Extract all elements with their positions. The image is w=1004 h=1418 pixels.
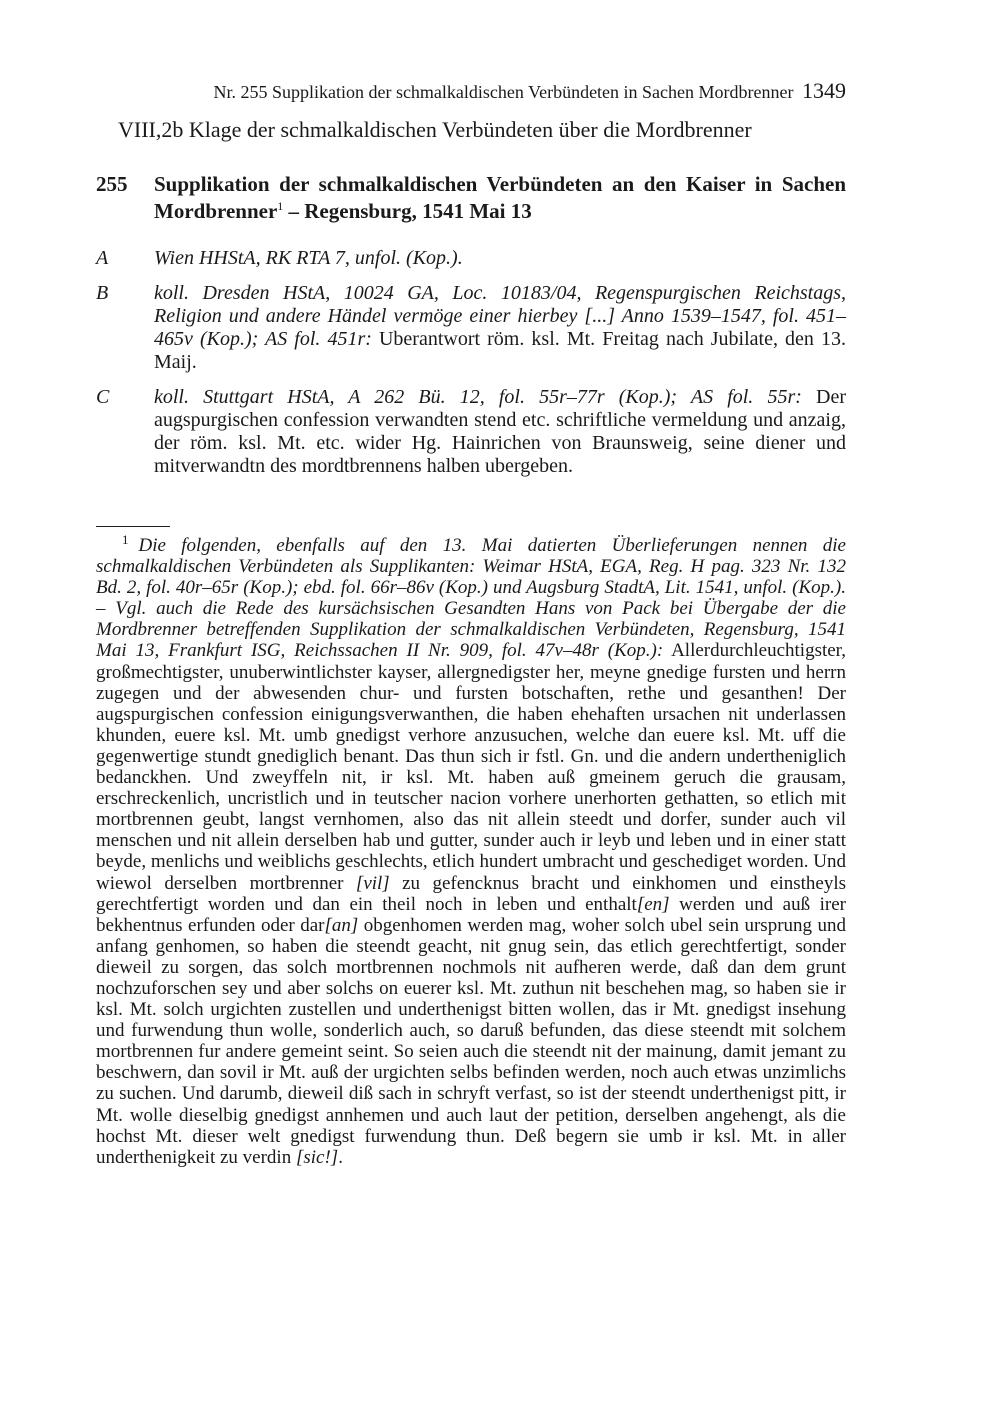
document-title-part1: Supplikation der schmalkaldischen Verbündeten an den Kaiser in Sachen Mordbrenner	[154, 172, 846, 223]
editorial-insertion: [vil]	[355, 872, 390, 894]
running-head	[96, 78, 846, 105]
witness-note: Der augspurgischen confession verwandten stend etc. schriftliche vermeldung und anzaig, der röm. ksl. Mt. etc. wider Hg. Hainrichen von Braunsweig, seine diener und mitverwandtn des mordtbrennens halben ubergeben.	[154, 386, 846, 477]
document-heading	[96, 171, 846, 225]
witness-source: koll. Dresden HStA, 10024 GA, Loc. 10183/04, Regenspurgischen Reichstags, Religion und andere Händel vermöge einer hierbey [...] Anno 1539–1547, fol. 451–465v (Kop.); AS fol. 451r:	[154, 282, 846, 350]
editorial-insertion: [en]	[636, 893, 670, 915]
footnote-quote-3: werden und auß irer bekhentnus erfunden oder dar	[96, 893, 846, 936]
witness-siglum: A	[96, 247, 109, 269]
witness-description	[154, 386, 846, 478]
witness-note: Uberantwort röm. ksl. Mt. Freitag nach Jubilate, den 13. Maij.	[154, 328, 847, 373]
witness-entry	[96, 247, 846, 270]
witness-description	[154, 247, 846, 270]
witness-source: koll. Stuttgart HStA, A 262 Bü. 12, fol. 55r–77r (Kop.); AS fol. 55r:	[154, 386, 802, 408]
editorial-insertion: [sic!]	[295, 1146, 339, 1168]
running-head-text: Nr. 255 Supplikation der schmalkaldischen Verbündeten in Sachen Mordbrenner	[213, 82, 794, 102]
witness-source: Wien HHStA, RK RTA 7, unfol. (Kop.).	[154, 247, 463, 269]
witness-siglum: B	[96, 282, 109, 304]
page	[96, 78, 846, 1168]
footnote-rule	[96, 526, 170, 527]
document-title	[154, 171, 846, 225]
witness-description	[154, 282, 846, 374]
footnote-reference[interactable]: 1	[277, 199, 284, 213]
footnote-quote-5: .	[338, 1146, 343, 1168]
editorial-insertion: [an]	[324, 914, 359, 936]
footnote	[96, 531, 847, 1168]
document-number: 255	[96, 172, 128, 196]
footnote-intro: Die folgenden, ebenfalls auf den 13. Mai datierten Überlieferungen nennen die schmalkaldischen Verbündeten als Supplikanten: Weimar HStA, EGA, Reg. H pag. 323 Nr. 132 Bd. 2, fol. 40r–65r (Kop.); ebd. fol. 66r–86v (Kop.) und Augsburg StadtA, Lit. 1541, unfol. (Kop.). – Vgl. auch die Rede des kursächsischen Gesandten Hans von Pack bei Übergabe der die Mordbrenner betreffenden Supplikation der schmalkaldischen Verbündeten, Regensburg, 1541 Mai 13, Frankfurt ISG, Reichssachen II Nr. 909, fol. 47v–48r (Kop.):	[96, 535, 846, 662]
witness-entry	[96, 386, 846, 478]
footnote-quote-2: zu gefencknus bracht und einkhomen und einstheyls gerechtfertigt worden und dan ein theil noch in leben und enthalt	[96, 872, 847, 915]
page-number: 1349	[802, 78, 846, 103]
footnote-quote-1: Allerdurchleuchtigster, großmechtigster, unuberwintlichster kayser, allergnedigster her, meyne gnedige fursten und herrn zugegen und der abwesenden chur- und fursten botschaften, rethe und gesanthen! Der augspurgischen confession einigungsverwanthen, die haben ehehaften ursachen nit underlassen khunden, euere ksl. Mt. umb gnedigst verhore anzusuchen, welche dan euere ksl. Mt. uff die gegenwertige stundt gnediglich benant. Das thun sich ir fstl. Gn. und die andern undertheniglich bedanckhen. Und zweyffeln nit, ir ksl. Mt. haben auß gmeinem geruch die grausam, erschreckenlich, uncristlich und in teutscher nacion vorhere unerhorten gethatten, so etlich mit mortbrennen geubt, langst vernhomen, also das nit allein steedt und dorfer, sunder auch vil menschen und nit allein derselben hab und gutter, sunder auch ir leyb und leben und in einer statt beyde, menlichs und weiblichs geschlechts, etlich hundert umbracht und geschediget worden. Und wiewol derselben mortbrenner	[96, 640, 846, 894]
document-title-part2: – Regensburg, 1541 Mai 13	[283, 199, 532, 223]
footnote-number: 1	[122, 531, 129, 547]
witness-siglum: C	[96, 386, 110, 408]
section-title: VIII,2b Klage der schmalkaldischen Verbündeten über die Mordbrenner	[118, 117, 752, 142]
footnote-quote-4: obgenhomen werden mag, woher solch ubel sein ursprung und anfang genhomen, so haben die steendt geacht, nit gnug sein, das etlich gerechtfertigt, sonder dieweil zu sorgen, das solch mortbrennen nochmols nit aufheren werde, daß dan dem grunt nochzuforschen sey und aber solchs on euerer ksl. Mt. zuthun nit beschehen mag, so haben sie ir ksl. Mt. solch urgichten zustellen und underthenigst bitten wollen, das ir Mt. gnedigst insehung und furwendung thun wolle, sonderlich auch, so daruß befunden, das diese steendt mit solchem mortbrennen fur andere gemeint seint. So seien auch die steendt nit der mainung, damit jemant zu beschwern, dan sovil ir Mt. auß der urgichten selbs befinden werden, noch auch etwas unzimlichs zu suchen. Und darumb, dieweil diß sach in schryft verfast, so ist der steendt underthenigst pitt, ir Mt. wolle dieselbig gnedigst annhemen und auch laut der petition, derselben angehengt, als die hochst Mt. dieser welt gnedigst furwendung thun. Deß begern sie umb ir ksl. Mt. in aller underthenigkeit zu verdin	[96, 914, 846, 1168]
witness-entry	[96, 282, 846, 374]
